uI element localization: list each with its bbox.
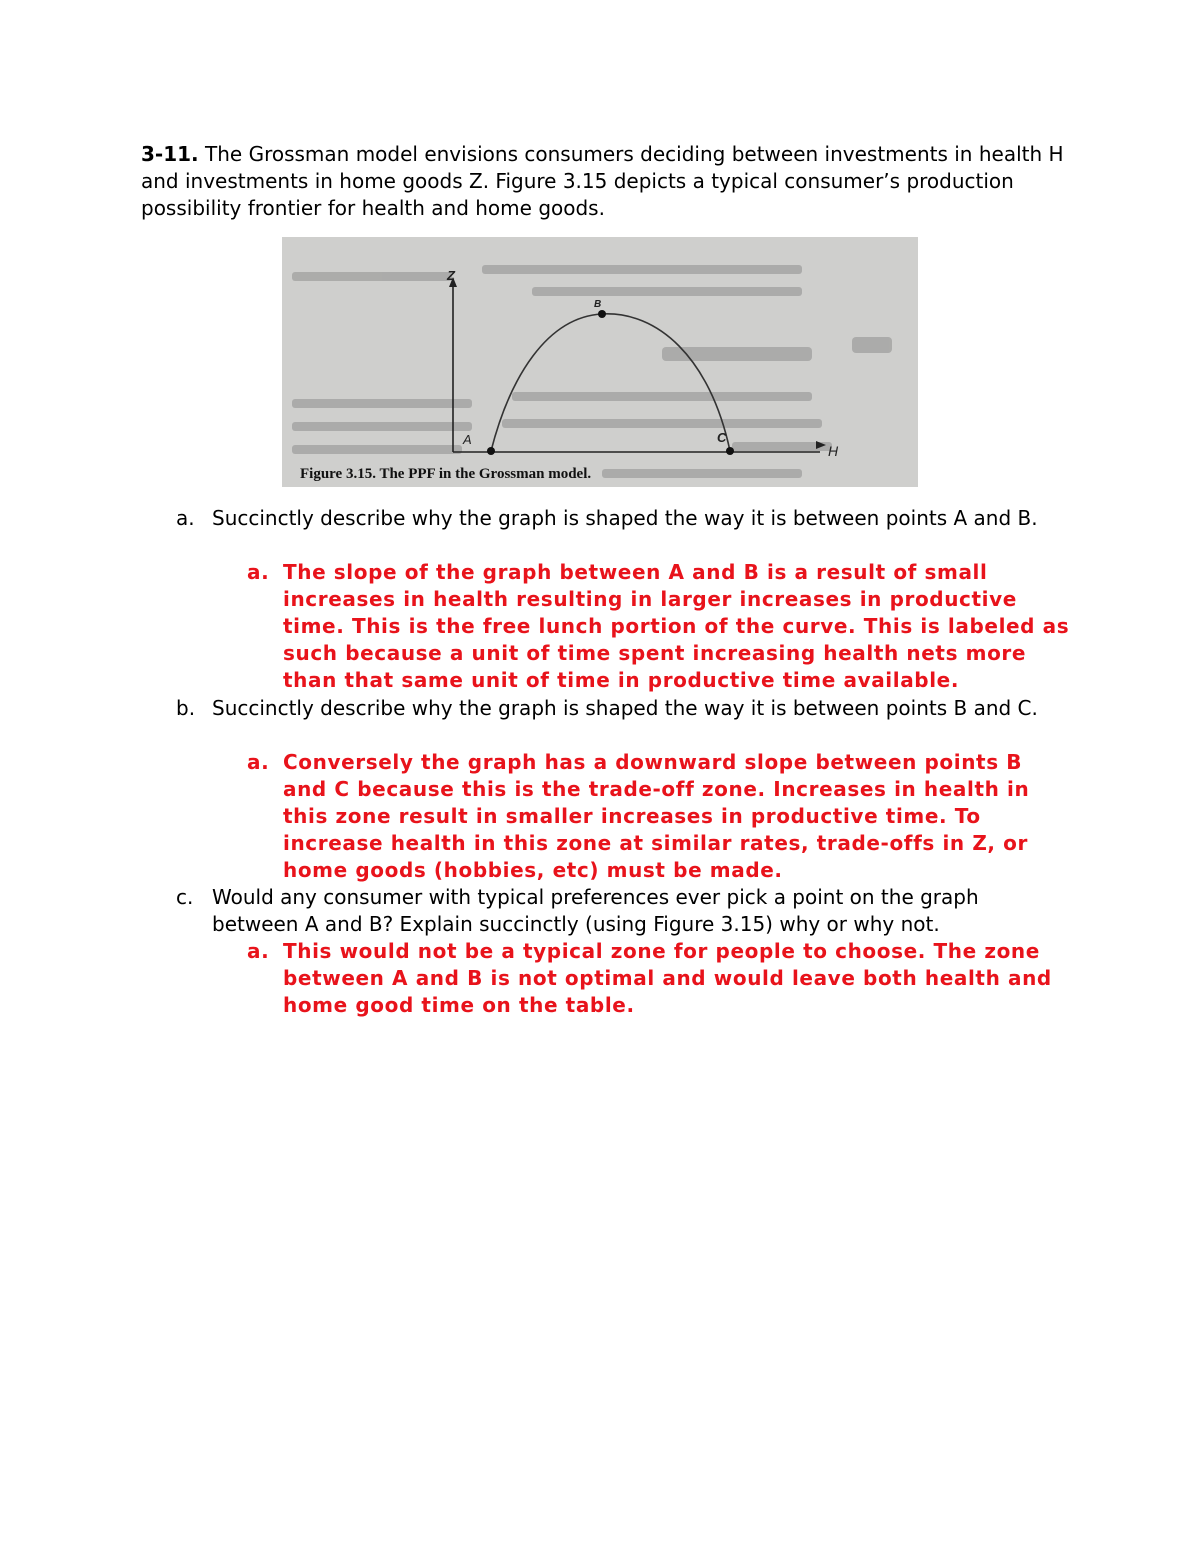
question-c-marker: c. — [176, 885, 194, 909]
axis-y-label: Z — [447, 268, 455, 283]
ppf-curve — [491, 314, 730, 451]
question-b-text: Succinctly describe why the graph is shaped the way it is between points B and C. — [212, 696, 1038, 720]
answer-a-text: The slope of the graph between A and B is a result of small increases in health resulting in larger increases in productive time. This is the free lunch portion of the curve. This is labeled as such because a unit of time spent increasing health nets more than that same unit of time in productive time available. — [283, 560, 1070, 692]
point-c-label: C — [717, 430, 727, 445]
question-a-marker: a. — [176, 506, 195, 530]
question-c-text: Would any consumer with typical preferences ever pick a point on the graph between A and B? Explain succinctly (using Figure 3.15) why or why not. — [212, 885, 979, 936]
point-c-marker — [726, 447, 734, 455]
axis-x-label: H — [828, 443, 839, 459]
problem-text: The Grossman model envisions consumers deciding between investments in health H and investments in home goods Z. Figure 3.15 depicts a typical consumer’s production possibility frontier for health and home goods. — [141, 142, 1064, 220]
point-a-label: A — [463, 432, 472, 447]
question-a-text: Succinctly describe why the graph is shaped the way it is between points A and B. — [212, 506, 1038, 530]
figure-ppf-photo — [282, 237, 918, 487]
question-b-marker: b. — [176, 696, 196, 720]
ppf-graph — [282, 237, 918, 487]
answer-b-text: Conversely the graph has a downward slope between points B and C because this is the trade-off zone. Increases in health in this zone result in smaller increases in productive time. To increase health in this zone at similar rates, trade-offs in Z, or home goods (hobbies, etc) must be made. — [283, 750, 1030, 882]
bleed-through-texture — [292, 265, 892, 478]
point-b-marker — [598, 310, 606, 318]
answer-c-text: This would not be a typical zone for people to choose. The zone between A and B is not optimal and would leave both health and home good time on the table. — [283, 939, 1052, 1017]
problem-statement — [141, 141, 1066, 222]
point-b-label: B — [594, 299, 602, 310]
answer-c-marker: a. — [247, 939, 270, 963]
answer-a-marker: a. — [247, 560, 270, 584]
problem-number: 3-11. — [141, 142, 199, 166]
point-a-marker — [487, 447, 495, 455]
answer-b-marker: a. — [247, 750, 270, 774]
figure-caption: Figure 3.15. The PPF in the Grossman model. — [300, 466, 592, 482]
